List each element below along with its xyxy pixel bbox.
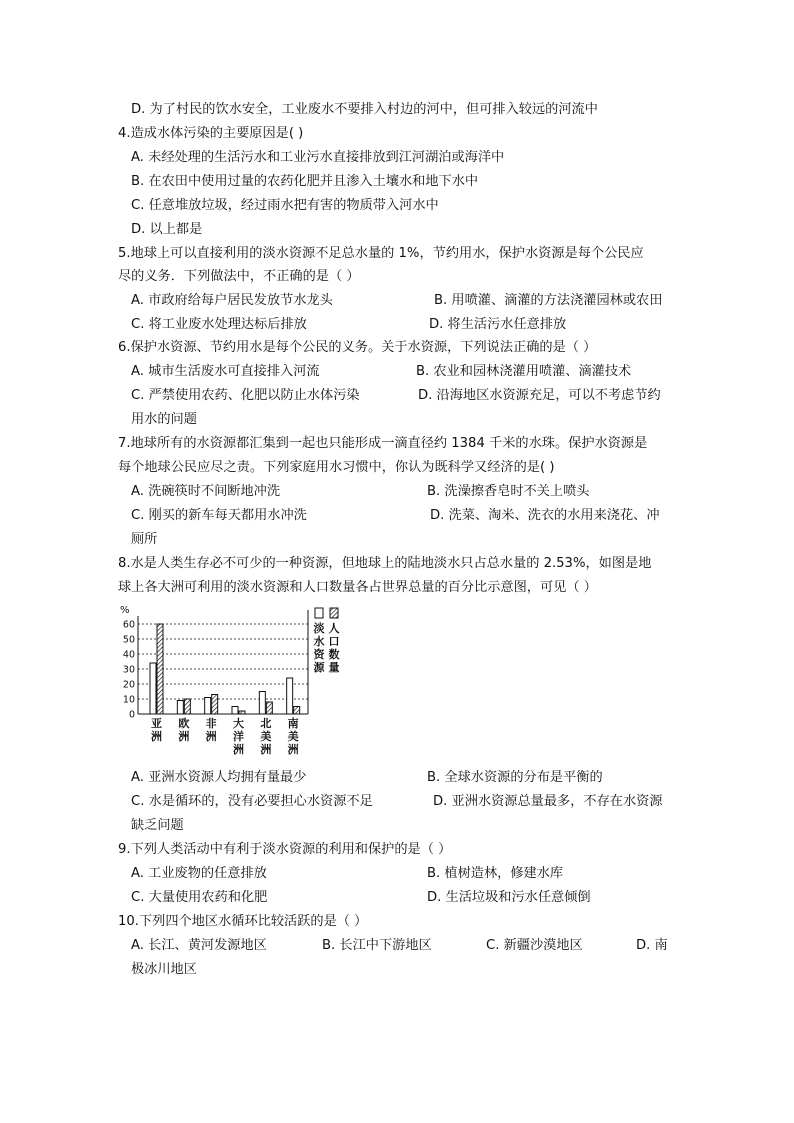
y-tick-label: 10 xyxy=(122,694,135,706)
population-bar-3 xyxy=(239,711,245,714)
q6-option-c: C. 严禁使用农药、化肥以防止水体污染 xyxy=(131,388,360,403)
x-tick-label: 欧 xyxy=(178,717,190,730)
legend-label: 淡 xyxy=(313,622,325,635)
legend-label: 数 xyxy=(328,648,340,661)
freshwater-bar-1 xyxy=(177,701,183,715)
question-4: 4.造成水体污染的主要原因是( ) xyxy=(118,126,304,141)
q5-option-a: A. 市政府给每户居民发放节水龙头 xyxy=(131,293,333,308)
x-tick-label: 美 xyxy=(287,730,299,743)
q6-option-b: B. 农业和园林浇灌用喷灌、滴灌技术 xyxy=(416,364,632,379)
q4-option-d: D. 以上都是 xyxy=(131,222,203,237)
y-tick-label: 60 xyxy=(122,619,135,631)
q8-option-c: C. 水是循环的，没有必要担心水资源不足 xyxy=(131,794,373,809)
question-8-line-1: 8.水是人类生存必不可少的一种资源，但地球上的陆地淡水只占总水量的 2.53%，如图是地 xyxy=(118,556,652,571)
legend-label: 源 xyxy=(313,661,325,674)
q10-option-b: B. 长江中下游地区 xyxy=(322,938,432,953)
population-bar-4 xyxy=(266,702,272,714)
x-tick-label: 美 xyxy=(260,730,272,743)
population-bar-5 xyxy=(294,707,300,715)
q4-option-c: C. 任意堆放垃圾，经过雨水把有害的物质带入河水中 xyxy=(131,198,439,213)
x-tick-label: 南 xyxy=(287,717,299,730)
x-tick-label: 洋 xyxy=(233,730,244,743)
population-bar-0 xyxy=(157,624,163,714)
q8-option-a: A. 亚洲水资源人均拥有量最少 xyxy=(131,770,307,785)
question-6: 6.保护水资源、节约用水是每个公民的义务。关于水资源，下列说法正确的是（ ） xyxy=(118,340,597,355)
population-bar-1 xyxy=(184,699,190,714)
freshwater-bar-0 xyxy=(150,663,156,714)
x-tick-label: 洲 xyxy=(151,730,162,743)
x-tick-label: 亚 xyxy=(151,717,162,730)
question-7-line-2: 每个地球公民应尽之责。下列家庭用水习惯中，你认为既科学又经济的是( ) xyxy=(118,460,555,475)
q8-option-d-line-2: 缺乏问题 xyxy=(131,818,184,833)
q8-option-b: B. 全球水资源的分布是平衡的 xyxy=(427,770,603,785)
legend-label: 人 xyxy=(328,622,340,635)
q4-option-b: B. 在农田中使用过量的农药化肥并且渗入土壤水和地下水中 xyxy=(131,174,479,189)
q6-option-a: A. 城市生活废水可直接排入河流 xyxy=(131,364,320,379)
legend-label: 水 xyxy=(313,635,325,648)
population-bar-2 xyxy=(212,695,218,715)
legend-label: 量 xyxy=(328,661,340,674)
x-tick-label: 北 xyxy=(260,717,272,730)
chart-svg xyxy=(118,602,344,758)
y-tick-label: 50 xyxy=(122,634,135,646)
q10-option-a: A. 长江、黄河发源地区 xyxy=(131,938,267,953)
x-tick-label: 大 xyxy=(233,717,244,730)
q5-option-d: D. 将生活污水任意排放 xyxy=(429,317,567,332)
q5-option-c: C. 将工业废水处理达标后排放 xyxy=(131,317,307,332)
q7-option-c: C. 刚买的新车每天都用水冲洗 xyxy=(131,508,307,523)
legend-label: 口 xyxy=(328,635,340,648)
y-tick-label: 40 xyxy=(122,649,135,661)
question-10: 10.下列四个地区水循环比较活跃的是（ ） xyxy=(118,914,368,929)
q6-option-d-line-2: 用水的问题 xyxy=(131,412,197,427)
q7-option-d-line-2: 厕所 xyxy=(131,532,158,547)
y-axis-label: % xyxy=(120,605,130,616)
freshwater-bar-3 xyxy=(232,707,238,715)
y-tick-label: 0 xyxy=(128,709,135,721)
x-tick-label: 洲 xyxy=(287,743,299,756)
q10-option-c: C. 新疆沙漠地区 xyxy=(486,938,583,953)
q10-option-d-line-2: 极冰川地区 xyxy=(131,962,197,977)
freshwater-bar-5 xyxy=(287,678,293,714)
legend-swatch-0 xyxy=(315,608,323,618)
question-9: 9.下列人类活动中有利于淡水资源的利用和保护的是（ ） xyxy=(118,842,452,857)
x-tick-label: 洲 xyxy=(233,743,244,756)
x-tick-label: 洲 xyxy=(260,743,272,756)
legend-swatch-1 xyxy=(330,608,338,618)
q10-option-d-line-1: D. 南 xyxy=(636,938,668,953)
question-7-line-1: 7.地球所有的水资源都汇集到一起也只能形成一滴直径约 1384 千米的水珠。保护水资源是 xyxy=(118,436,648,451)
q5-option-b: B. 用喷灌、滴灌的方法浇灌园林或农田 xyxy=(434,293,663,308)
q3-option-d: D. 为了村民的饮水安全，工业废水不要排入村边的河中，但可排入较远的河流中 xyxy=(131,102,598,117)
q6-option-d-line-1: D. 沿海地区水资源充足，可以不考虑节约 xyxy=(418,388,661,403)
question-5-line-2: 尽的义务．下列做法中，不正确的是（ ） xyxy=(118,269,360,284)
x-tick-label: 非 xyxy=(205,717,217,730)
q7-option-b: B. 洗澡擦香皂时不关上喷头 xyxy=(427,484,590,499)
water-population-chart xyxy=(118,602,344,758)
q7-option-a: A. 洗碗筷时不间断地冲洗 xyxy=(131,484,281,499)
legend-label: 资 xyxy=(313,648,325,661)
q9-option-d: D. 生活垃圾和污水任意倾倒 xyxy=(427,890,591,905)
y-tick-label: 20 xyxy=(122,679,135,691)
y-tick-label: 30 xyxy=(122,664,135,676)
q8-option-d-line-1: D. 亚洲水资源总量最多，不存在水资源 xyxy=(433,794,663,809)
q9-option-a: A. 工业废物的任意排放 xyxy=(131,866,267,881)
freshwater-bar-2 xyxy=(205,698,211,715)
x-tick-label: 洲 xyxy=(178,730,190,743)
q7-option-d-line-1: D. 洗菜、淘米、洗衣的水用来浇花、冲 xyxy=(430,508,660,523)
freshwater-bar-4 xyxy=(259,692,265,715)
question-5-line-1: 5.地球上可以直接利用的淡水资源不足总水量的 1%，节约用水，保护水资源是每个公民应 xyxy=(118,246,644,261)
q4-option-a: A. 未经处理的生活污水和工业污水直接排放到江河湖泊或海洋中 xyxy=(131,150,505,165)
question-8-line-2: 球上各大洲可利用的淡水资源和人口数量各占世界总量的百分比示意图，可见（ ） xyxy=(118,580,597,595)
q9-option-b: B. 植树造林，修建水库 xyxy=(427,866,564,881)
q9-option-c: C. 大量使用农药和化肥 xyxy=(131,890,268,905)
x-tick-label: 洲 xyxy=(205,730,217,743)
